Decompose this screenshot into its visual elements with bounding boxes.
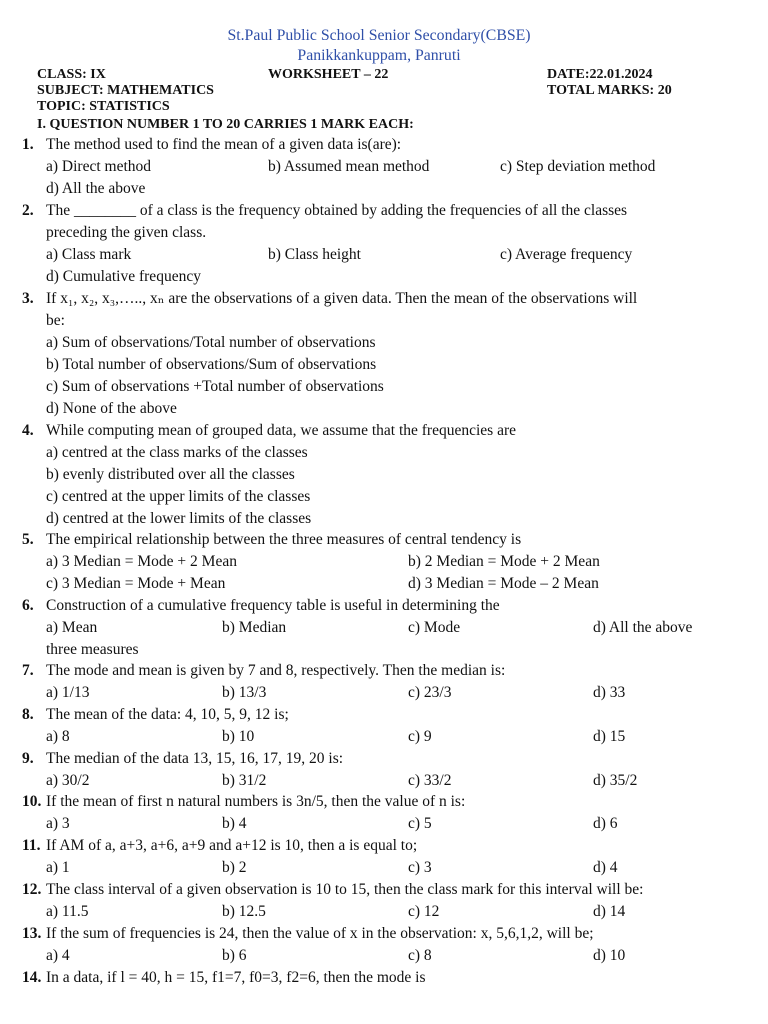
option-c: c) Step deviation method — [500, 158, 656, 175]
subject-label: SUBJECT: MATHEMATICS — [37, 83, 214, 98]
question-text-cont: be: — [46, 312, 65, 329]
option-b: b) 2 Median = Mode + 2 Mean — [408, 553, 600, 570]
option-a: a) 30/2 — [46, 772, 90, 789]
class-label: CLASS: IX — [37, 67, 106, 82]
option-d: d) 10 — [593, 947, 626, 964]
option-a: a) Sum of observations/Total number of observations — [46, 334, 376, 351]
option-d: d) 6 — [593, 815, 618, 832]
option-b: b) 6 — [222, 947, 247, 964]
option-a: a) centred at the class marks of the classes — [46, 444, 308, 461]
question-text: The mode and mean is given by 7 and 8, respectively. Then the median is: — [46, 662, 506, 679]
option-d: d) centred at the lower limits of the classes — [46, 510, 312, 527]
question-text: If the sum of frequencies is 24, then the value of x in the observation: x, 5,6,1,2, will be; — [46, 925, 594, 942]
question-number: 3. — [22, 290, 34, 307]
question-text: The empirical relationship between the three measures of central tendency is — [46, 531, 522, 548]
question-text: The class interval of a given observation is 10 to 15, then the class mark for this interval will be: — [46, 881, 644, 898]
option-a: a) Mean — [46, 619, 98, 636]
option-b: b) evenly distributed over all the classes — [46, 466, 295, 483]
question-text: The method used to find the mean of a given data is(are): — [46, 136, 402, 153]
question-text: While computing mean of grouped data, we assume that the frequencies are — [46, 422, 516, 439]
option-a: a) 1 — [46, 859, 70, 876]
option-d: d) 4 — [593, 859, 618, 876]
option-c: c) 33/2 — [408, 772, 452, 789]
option-a: a) Direct method — [46, 158, 152, 175]
option-c: c) Sum of observations +Total number of observations — [46, 378, 384, 395]
option-b: b) 2 — [222, 859, 247, 876]
option-d: d) 3 Median = Mode – 2 Mean — [408, 575, 599, 592]
option-d: d) All the above — [593, 619, 693, 636]
question-text: If x₁, x₂, x₃,….., xₙ are the observations of a given data. Then the mean of the observations will — [46, 290, 638, 307]
option-c: c) 9 — [408, 728, 432, 745]
option-c: c) 8 — [408, 947, 432, 964]
option-d: d) 15 — [593, 728, 626, 745]
option-d: d) 33 — [593, 684, 626, 701]
school-place: Panikkankuppam, Panruti — [297, 47, 461, 64]
question-number: 6. — [22, 597, 34, 614]
question-text: In a data, if l = 40, h = 15, f1=7, f0=3, f2=6, then the mode is — [46, 969, 426, 986]
question-text: The mean of the data: 4, 10, 5, 9, 12 is; — [46, 706, 289, 723]
question-number: 12. — [22, 881, 42, 898]
option-c: c) 5 — [408, 815, 432, 832]
question-number: 2. — [22, 202, 34, 219]
option-c: c) 12 — [408, 903, 440, 920]
option-a: a) 8 — [46, 728, 70, 745]
option-d-cont: three measures — [46, 641, 139, 658]
option-b: b) 12.5 — [222, 903, 266, 920]
option-c: c) Mode — [408, 619, 461, 636]
option-b: b) 13/3 — [222, 684, 267, 701]
topic-label: TOPIC: STATISTICS — [37, 99, 170, 114]
option-b: b) 10 — [222, 728, 255, 745]
option-d: d) All the above — [46, 180, 146, 197]
option-b: b) Total number of observations/Sum of observations — [46, 356, 377, 373]
option-a: a) 3 — [46, 815, 70, 832]
question-text: Construction of a cumulative frequency table is useful in determining the — [46, 597, 500, 614]
question-number: 10. — [22, 793, 42, 810]
question-number: 1. — [22, 136, 34, 153]
option-d: d) 14 — [593, 903, 626, 920]
question-number: 4. — [22, 422, 34, 439]
option-a: a) 4 — [46, 947, 70, 964]
option-c: c) Average frequency — [500, 246, 633, 263]
option-d: d) 35/2 — [593, 772, 638, 789]
total-marks-label: TOTAL MARKS: 20 — [547, 83, 672, 98]
date-label: DATE:22.01.2024 — [547, 67, 653, 82]
option-d: d) Cumulative frequency — [46, 268, 201, 285]
question-number: 8. — [22, 706, 34, 723]
option-b: b) 4 — [222, 815, 247, 832]
worksheet-label: WORKSHEET – 22 — [268, 67, 389, 82]
option-b: b) Assumed mean method — [268, 158, 430, 175]
question-text: The ________ of a class is the frequency obtained by adding the frequencies of all the classes — [46, 202, 628, 219]
option-a: a) 1/13 — [46, 684, 90, 701]
question-text: The median of the data 13, 15, 16, 17, 19, 20 is: — [46, 750, 344, 767]
option-b: b) 31/2 — [222, 772, 267, 789]
option-a: a) 3 Median = Mode + 2 Mean — [46, 553, 237, 570]
question-text: If AM of a, a+3, a+6, a+9 and a+12 is 10, then a is equal to; — [46, 837, 418, 854]
option-c: c) 23/3 — [408, 684, 452, 701]
option-c: c) centred at the upper limits of the classes — [46, 488, 311, 505]
question-text: If the mean of first n natural numbers is 3n/5, then the value of n is: — [46, 793, 466, 810]
question-number: 11. — [22, 837, 41, 854]
option-c: c) 3 Median = Mode + Mean — [46, 575, 226, 592]
school-name: St.Paul Public School Senior Secondary(CBSE) — [227, 27, 531, 44]
option-c: c) 3 — [408, 859, 432, 876]
question-text-cont: preceding the given class. — [46, 224, 207, 241]
option-a: a) Class mark — [46, 246, 132, 263]
option-b: b) Class height — [268, 246, 361, 263]
question-number: 7. — [22, 662, 34, 679]
question-number: 9. — [22, 750, 34, 767]
section-heading: I. QUESTION NUMBER 1 TO 20 CARRIES 1 MARK EACH: — [37, 117, 414, 132]
option-a: a) 11.5 — [46, 903, 89, 920]
question-number: 5. — [22, 531, 34, 548]
question-number: 13. — [22, 925, 42, 942]
option-b: b) Median — [222, 619, 287, 636]
question-number: 14. — [22, 969, 42, 986]
option-d: d) None of the above — [46, 400, 177, 417]
